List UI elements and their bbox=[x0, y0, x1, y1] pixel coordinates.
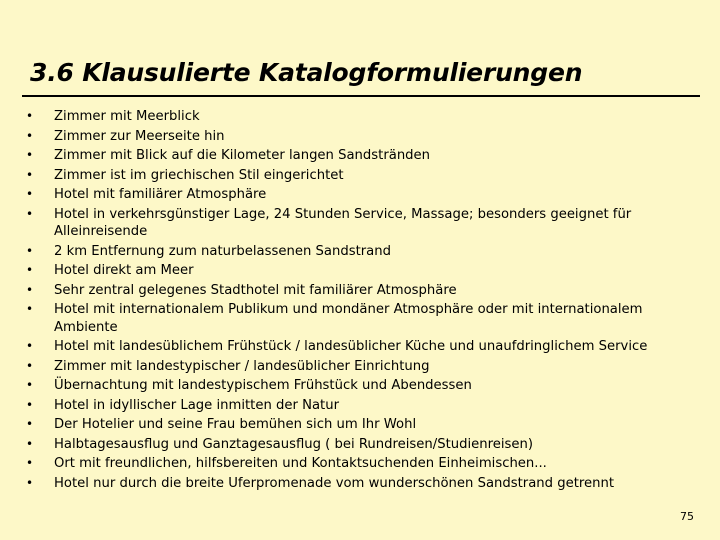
list-item bbox=[22, 338, 702, 356]
bullet-icon: • bbox=[26, 475, 34, 490]
list-item-text: Übernachtung mit landestypischem Frühstück und Abendessen bbox=[54, 378, 472, 393]
list-item-text: Hotel mit familiärer Atmosphäre bbox=[54, 187, 267, 202]
bullet-icon: • bbox=[26, 167, 34, 182]
bullet-icon: • bbox=[26, 187, 34, 201]
page-number: 75 bbox=[680, 510, 694, 523]
list-item bbox=[22, 186, 702, 204]
list-item-text: Sehr zentral gelegenes Stadthotel mit familiärer Atmosphäre bbox=[54, 282, 457, 298]
list-item-text: Zimmer mit Meerblick bbox=[54, 109, 200, 124]
list-item-text: Hotel mit landesüblichem Frühstück / landesüblicher Küche und unaufdringlichem Service bbox=[54, 339, 648, 354]
list-item bbox=[22, 377, 702, 395]
bullet-icon: • bbox=[26, 243, 34, 258]
bullet-icon: • bbox=[26, 456, 34, 470]
bullet-icon: • bbox=[26, 148, 34, 162]
bullet-icon: • bbox=[26, 128, 34, 143]
bullet-icon: • bbox=[26, 417, 34, 431]
bullet-icon: • bbox=[26, 206, 34, 221]
list-item bbox=[22, 243, 702, 261]
list-item-text: Zimmer mit landestypischer / landesüblicher Einrichtung bbox=[54, 358, 430, 374]
list-item bbox=[22, 301, 702, 336]
list-item-text: Hotel nur durch die breite Uferpromenade vom wunderschönen Sandstrand getrennt bbox=[54, 475, 615, 491]
list-item-text: Zimmer mit Blick auf die Kilometer langen Sandstränden bbox=[54, 148, 431, 163]
bullet-icon: • bbox=[26, 339, 34, 353]
bullet-icon: • bbox=[26, 302, 34, 316]
bullet-icon: • bbox=[26, 397, 34, 412]
bullet-icon: • bbox=[26, 282, 34, 297]
list-item-text: Zimmer ist im griechischen Stil eingerichtet bbox=[54, 167, 344, 183]
list-item bbox=[22, 128, 702, 146]
list-item-text: Hotel in verkehrsgünstiger Lage, 24 Stunden Service, Massage; besonders geeignet für Alleinreisende bbox=[54, 206, 632, 239]
list-item bbox=[22, 282, 702, 300]
list-item-text: Hotel direkt am Meer bbox=[54, 263, 194, 278]
bullet-icon: • bbox=[26, 436, 34, 451]
title-underline bbox=[22, 95, 700, 97]
list-item-text: Ort mit freundlichen, hilfsbereiten und Kontaktsuchenden Einheimischen... bbox=[54, 456, 547, 471]
list-item bbox=[22, 206, 702, 241]
list-item-text: Hotel mit internationalem Publikum und mondäner Atmosphäre oder mit internationalem Ambiente bbox=[54, 302, 643, 335]
bullet-list bbox=[22, 108, 702, 494]
list-item bbox=[22, 416, 702, 434]
list-item bbox=[22, 108, 702, 126]
list-item bbox=[22, 455, 702, 473]
list-item bbox=[22, 397, 702, 415]
slide-title: 3.6 Klausulierte Katalogformulierungen bbox=[30, 58, 583, 87]
list-item bbox=[22, 167, 702, 185]
list-item bbox=[22, 262, 702, 280]
list-item bbox=[22, 475, 702, 493]
list-item-text: 2 km Entfernung zum naturbelassenen Sandstrand bbox=[54, 243, 391, 259]
bullet-icon: • bbox=[26, 358, 34, 373]
list-item bbox=[22, 358, 702, 376]
bullet-icon: • bbox=[26, 109, 34, 123]
list-item bbox=[22, 147, 702, 165]
list-item-text: Hotel in idyllischer Lage inmitten der Natur bbox=[54, 397, 340, 413]
list-item-text: Der Hotelier und seine Frau bemühen sich um Ihr Wohl bbox=[54, 417, 417, 432]
bullet-icon: • bbox=[26, 378, 34, 392]
bullet-icon: • bbox=[26, 263, 34, 277]
list-item-text: Zimmer zur Meerseite hin bbox=[54, 128, 225, 144]
list-item-text: Halbtagesausflug und Ganztagesausflug ( bei Rundreisen/Studienreisen) bbox=[54, 436, 534, 452]
list-item bbox=[22, 436, 702, 454]
